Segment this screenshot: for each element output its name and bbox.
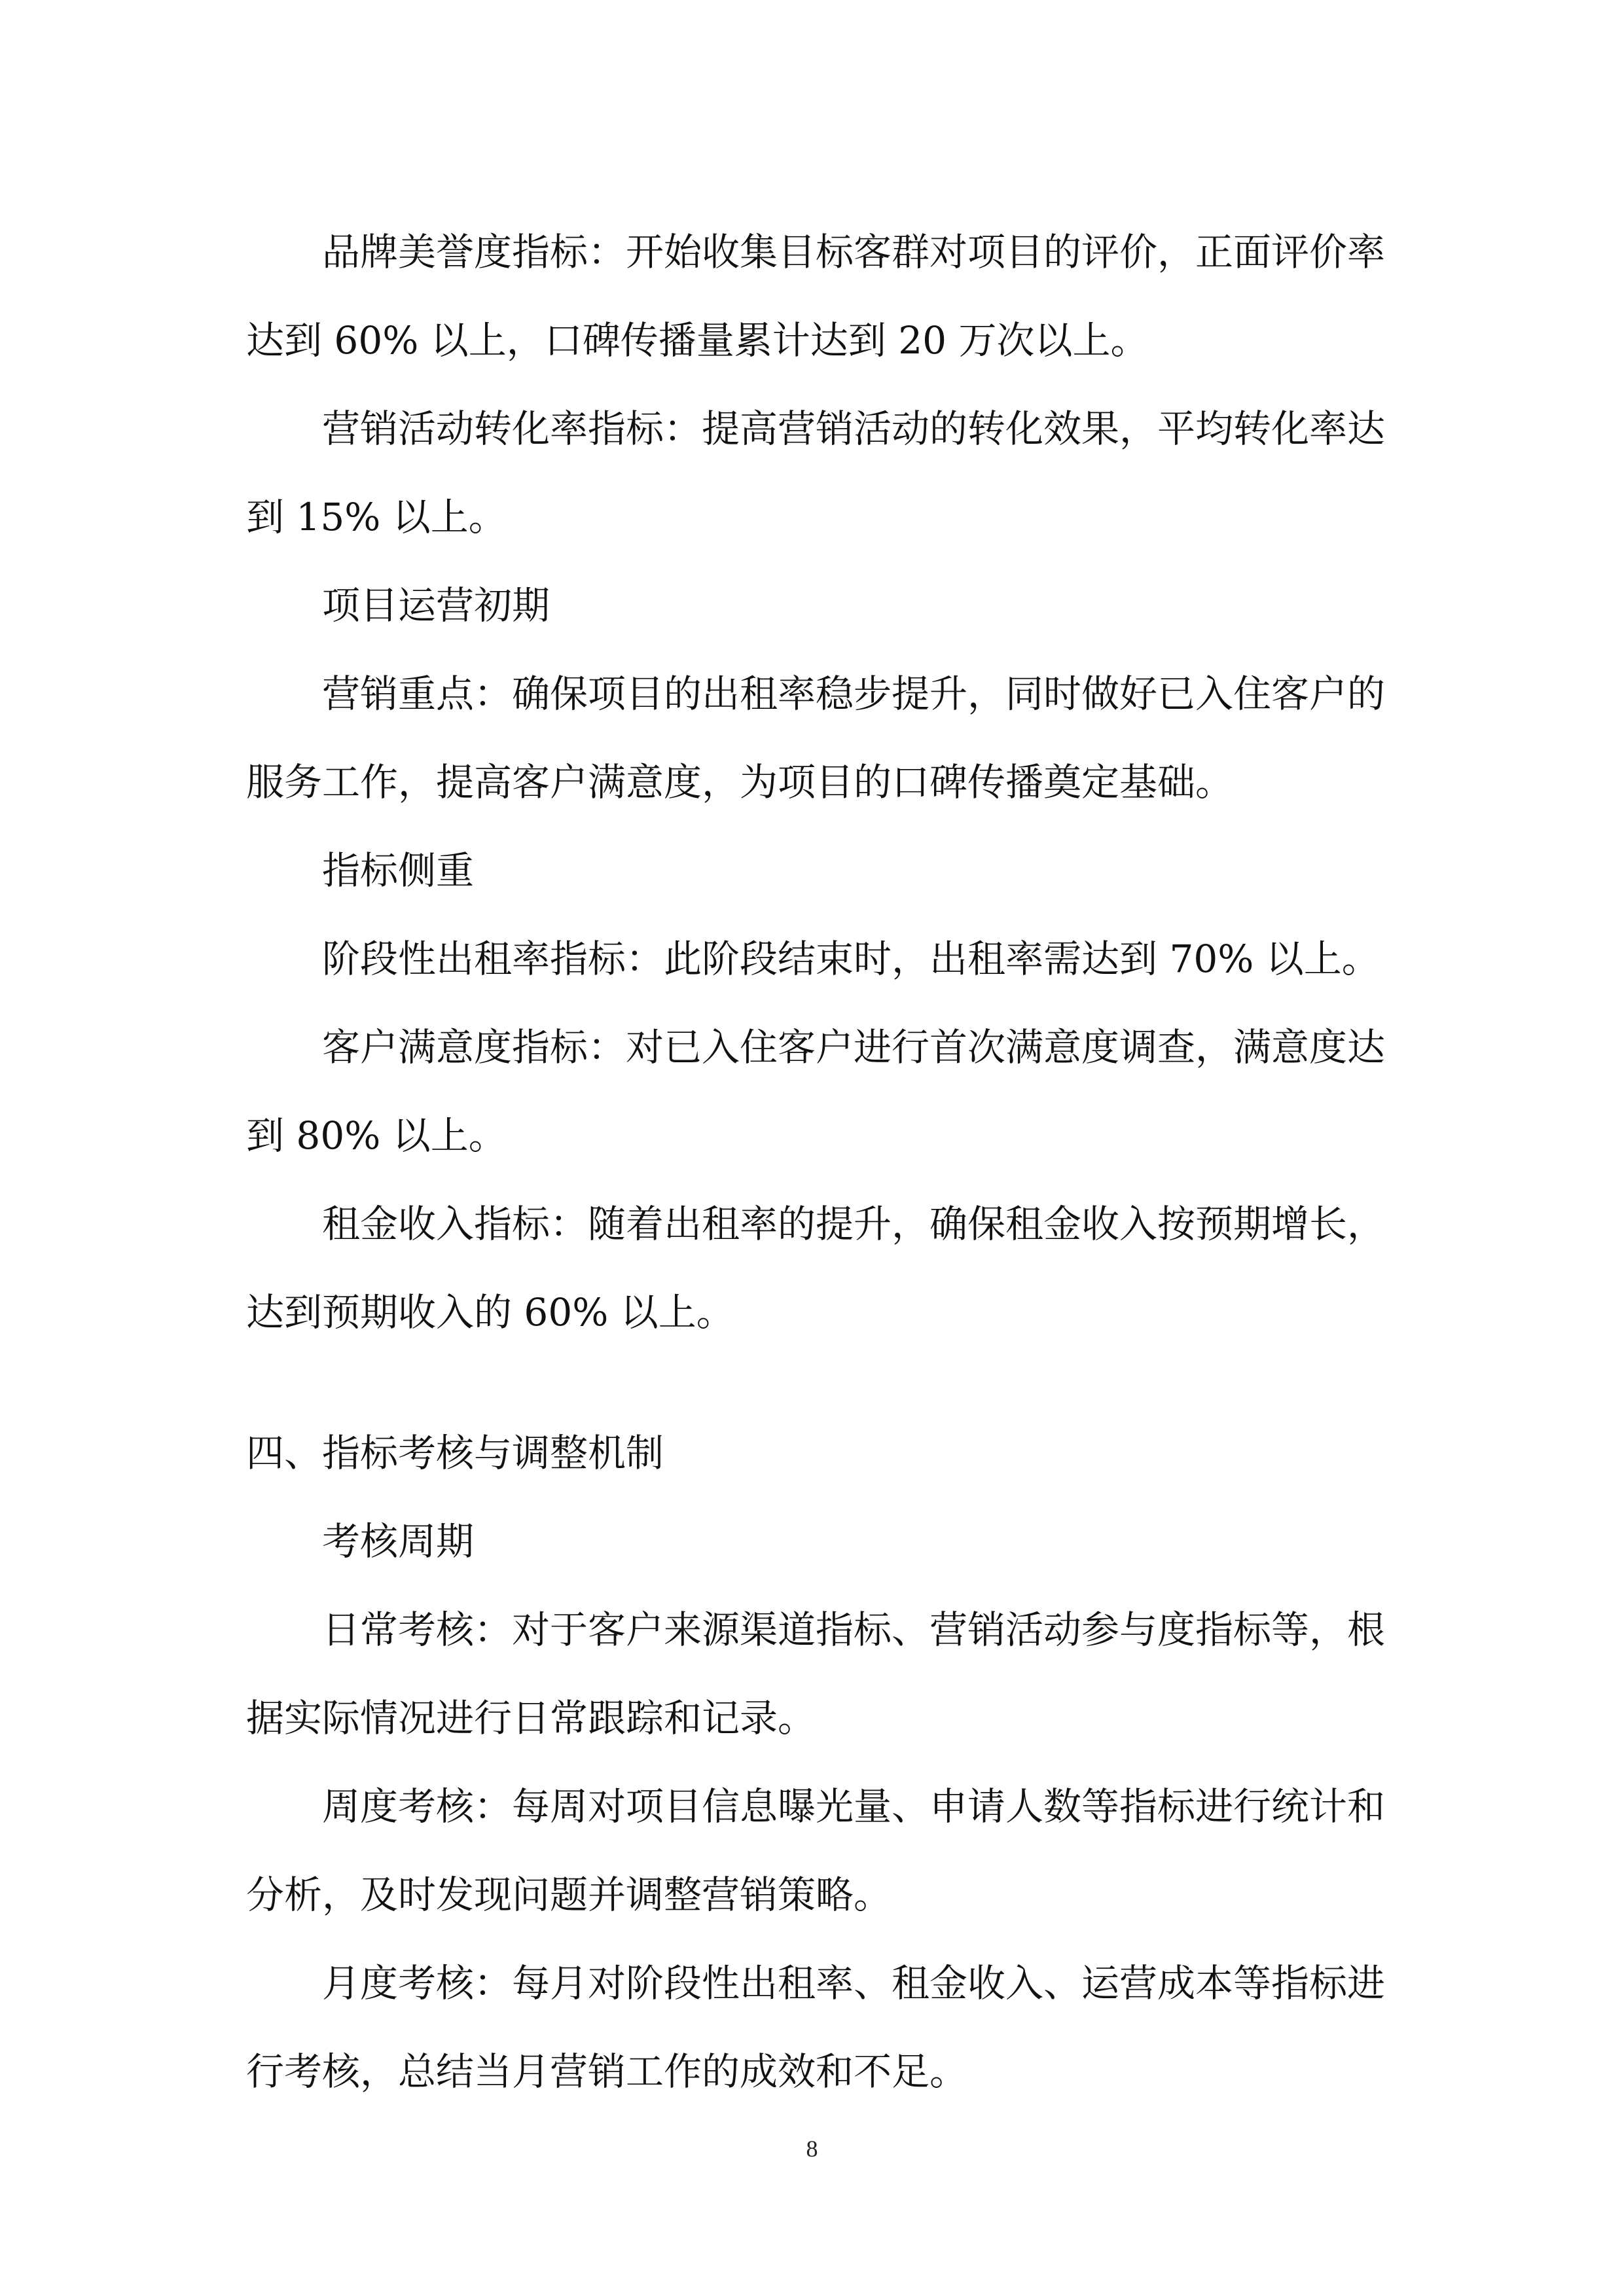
paragraph-campaign-conversion: 营销活动转化率指标：提高营销活动的转化效果，平均转化率达到 15% 以上。 [246, 406, 1386, 539]
page-body [246, 208, 1385, 2116]
paragraph-customer-satisfaction: 客户满意度指标：对已入住客户进行首次满意度调查，满意度达到 80% 以上。 [246, 1025, 1386, 1158]
paragraph-marketing-focus: 营销重点：确保项目的出租率稳步提升，同时做好已入住客户的服务工作，提高客户满意度，为项目的口碑传播奠定基础。 [246, 672, 1386, 804]
section-heading: 四、指标考核与调整机制 [246, 1431, 664, 1475]
page-number: 8 [806, 2136, 818, 2162]
subheading-indicator-focus: 指标侧重 [322, 848, 475, 893]
paragraph-brand-reputation: 品牌美誉度指标：开始收集目标客群对项目的评价，正面评价率达到 60% 以上，口碑传播量累计达到 20 万次以上。 [246, 230, 1386, 363]
section-gap [246, 1357, 1385, 1409]
subheading-early-operation: 项目运营初期 [322, 583, 550, 628]
paragraph-daily-assessment: 日常考核：对于客户来源渠道指标、营销活动参与度指标等，根据实际情况进行日常跟踪和记录。 [246, 1607, 1386, 1740]
paragraph-occupancy-rate: 阶段性出租率指标：此阶段结束时，出租率需达到 70% 以上。 [322, 937, 1380, 981]
paragraph-weekly-assessment: 周度考核：每周对项目信息曝光量、申请人数等指标进行统计和分析，及时发现问题并调整营销策略。 [246, 1784, 1386, 1917]
paragraph-rent-income: 租金收入指标：随着出租率的提升，确保租金收入按预期增长，达到预期收入的 60% 以上。 [246, 1202, 1386, 1335]
subheading-assessment-cycle: 考核周期 [322, 1519, 475, 1564]
paragraph-monthly-assessment: 月度考核：每月对阶段性出租率、租金收入、运营成本等指标进行考核，总结当月营销工作的成效和不足。 [246, 1961, 1386, 2094]
